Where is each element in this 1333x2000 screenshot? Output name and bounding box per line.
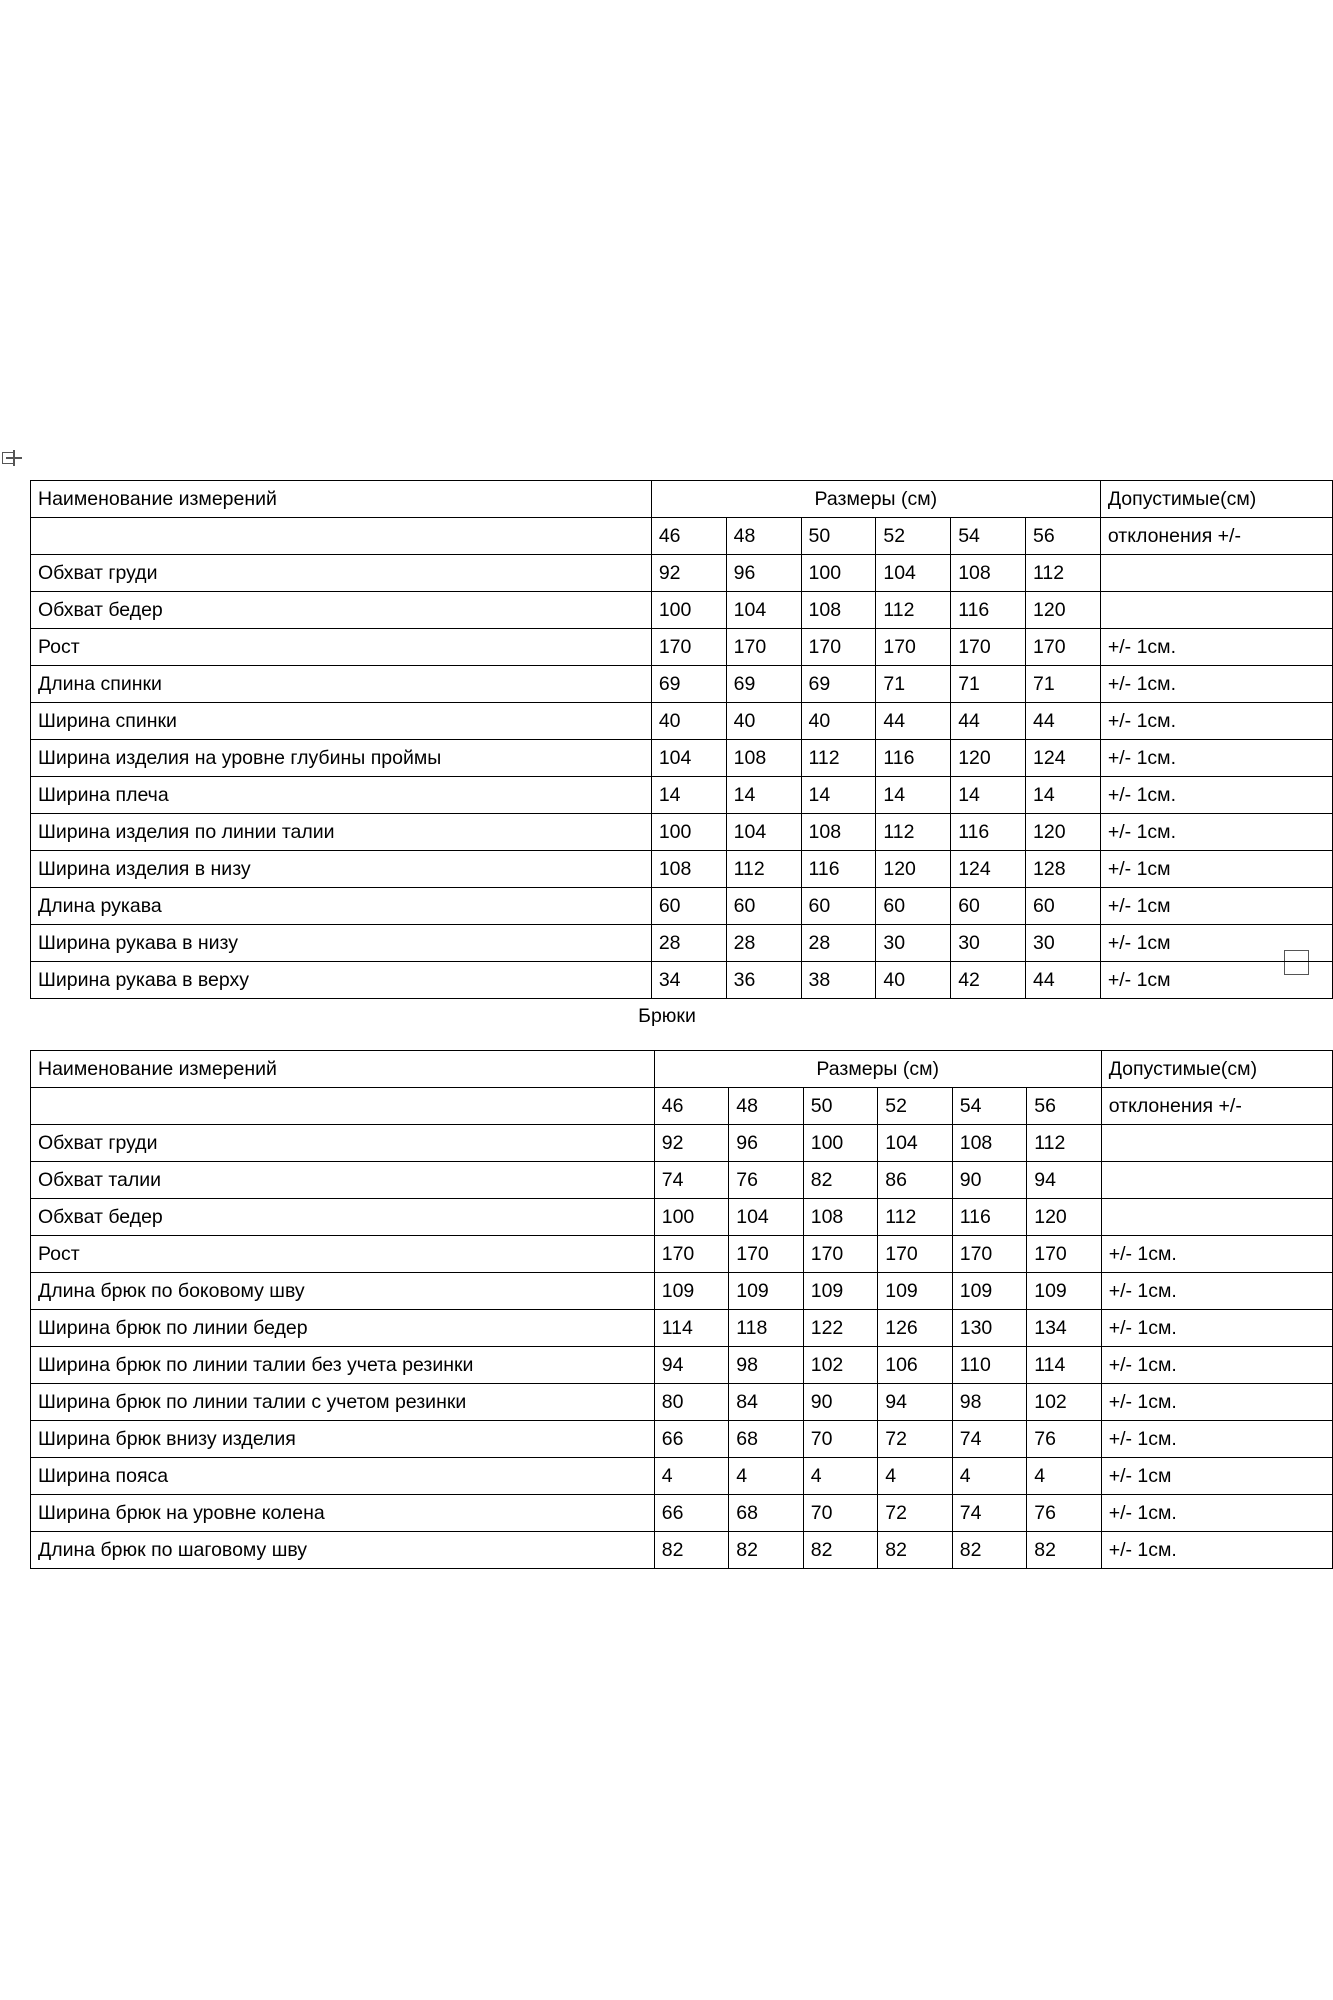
cell-size-value-4: 4 [952, 1458, 1027, 1495]
cell-size-value-0: 100 [651, 814, 726, 851]
table-header-row-1 [31, 1051, 1333, 1088]
cell-size-value-2: 122 [803, 1310, 878, 1347]
size-header-0: 46 [654, 1088, 729, 1125]
cell-size-value-3: 112 [876, 814, 951, 851]
cell-measurement-name: Ширина рукава в верху [31, 962, 652, 999]
cell-size-value-0: 4 [654, 1458, 729, 1495]
cell-size-value-1: 104 [726, 592, 801, 629]
cell-measurement-name: Ширина пояса [31, 1458, 655, 1495]
cell-size-value-2: 100 [801, 555, 876, 592]
table-row [31, 1125, 1333, 1162]
cell-size-value-4: 124 [951, 851, 1026, 888]
header-measurement-name: Наименование измерений [31, 1051, 655, 1088]
table-row [31, 555, 1333, 592]
table-row [31, 740, 1333, 777]
cell-deviation [1100, 555, 1332, 592]
cell-size-value-4: 30 [951, 925, 1026, 962]
table-row [31, 925, 1333, 962]
size-header-1: 48 [729, 1088, 804, 1125]
cell-deviation: +/- 1см [1100, 851, 1332, 888]
cell-measurement-name: Ширина плеча [31, 777, 652, 814]
cell-size-value-5: 44 [1026, 703, 1101, 740]
cell-measurement-name: Обхват талии [31, 1162, 655, 1199]
cell-size-value-2: 28 [801, 925, 876, 962]
cell-deviation: +/- 1см. [1100, 703, 1332, 740]
cell-size-value-1: 96 [729, 1125, 804, 1162]
cell-measurement-name: Ширина изделия по линии талии [31, 814, 652, 851]
table-row [31, 1162, 1333, 1199]
cell-size-value-1: 170 [726, 629, 801, 666]
cell-size-value-1: 84 [729, 1384, 804, 1421]
cell-measurement-name: Ширина брюк внизу изделия [31, 1421, 655, 1458]
cell-deviation [1101, 1162, 1332, 1199]
cell-size-value-2: 14 [801, 777, 876, 814]
cell-deviation: +/- 1см [1101, 1458, 1332, 1495]
header-deviation-line2: отклонения +/- [1101, 1088, 1332, 1125]
cell-size-value-5: 109 [1027, 1273, 1102, 1310]
size-header-5: 56 [1027, 1088, 1102, 1125]
cell-size-value-1: 60 [726, 888, 801, 925]
cell-size-value-0: 94 [654, 1347, 729, 1384]
cell-size-value-0: 92 [651, 555, 726, 592]
cell-size-value-3: 44 [876, 703, 951, 740]
cell-size-value-4: 82 [952, 1532, 1027, 1569]
cell-size-value-4: 71 [951, 666, 1026, 703]
cell-size-value-0: 100 [651, 592, 726, 629]
cell-size-value-1: 98 [729, 1347, 804, 1384]
cell-size-value-3: 60 [876, 888, 951, 925]
cell-size-value-2: 40 [801, 703, 876, 740]
cell-size-value-0: 40 [651, 703, 726, 740]
cell-size-value-3: 94 [878, 1384, 953, 1421]
table-row [31, 1421, 1333, 1458]
cell-size-value-0: 80 [654, 1384, 729, 1421]
cell-deviation: +/- 1см. [1100, 666, 1332, 703]
cell-size-value-5: 170 [1026, 629, 1101, 666]
cell-deviation: +/- 1см. [1101, 1421, 1332, 1458]
cell-deviation: +/- 1см [1100, 962, 1332, 999]
cell-size-value-5: 120 [1026, 592, 1101, 629]
table-row [31, 1199, 1333, 1236]
size-header-5: 56 [1026, 518, 1101, 555]
cell-size-value-0: 109 [654, 1273, 729, 1310]
table-row [31, 1347, 1333, 1384]
cell-size-value-1: 36 [726, 962, 801, 999]
cell-size-value-2: 82 [803, 1162, 878, 1199]
cell-size-value-4: 74 [952, 1421, 1027, 1458]
cell-measurement-name: Длина рукава [31, 888, 652, 925]
cell-size-value-2: 90 [803, 1384, 878, 1421]
cell-size-value-2: 109 [803, 1273, 878, 1310]
cell-measurement-name: Ширина брюк по линии бедер [31, 1310, 655, 1347]
cell-deviation: +/- 1см. [1101, 1310, 1332, 1347]
cell-size-value-4: 98 [952, 1384, 1027, 1421]
cell-size-value-5: 170 [1027, 1236, 1102, 1273]
cell-measurement-name: Обхват груди [31, 555, 652, 592]
table-row [31, 888, 1333, 925]
cell-size-value-2: 100 [803, 1125, 878, 1162]
cell-size-value-3: 4 [878, 1458, 953, 1495]
size-header-4: 54 [952, 1088, 1027, 1125]
header-measurement-name-cont [31, 1088, 655, 1125]
cell-size-value-5: 71 [1026, 666, 1101, 703]
cell-size-value-5: 94 [1027, 1162, 1102, 1199]
cell-size-value-2: 108 [801, 592, 876, 629]
cell-size-value-4: 170 [952, 1236, 1027, 1273]
cell-size-value-2: 116 [801, 851, 876, 888]
cell-size-value-3: 104 [878, 1125, 953, 1162]
cell-size-value-1: 104 [726, 814, 801, 851]
cell-size-value-4: 74 [952, 1495, 1027, 1532]
cell-deviation: +/- 1см. [1100, 740, 1332, 777]
cell-size-value-1: 109 [729, 1273, 804, 1310]
cell-deviation [1100, 592, 1332, 629]
cell-size-value-0: 60 [651, 888, 726, 925]
cell-size-value-4: 60 [951, 888, 1026, 925]
cell-size-value-0: 170 [651, 629, 726, 666]
cell-size-value-5: 82 [1027, 1532, 1102, 1569]
cell-size-value-5: 30 [1026, 925, 1101, 962]
cell-size-value-1: 76 [729, 1162, 804, 1199]
table-row [31, 1532, 1333, 1569]
header-sizes: Размеры (см) [654, 1051, 1101, 1088]
cell-deviation: +/- 1см [1100, 888, 1332, 925]
cell-size-value-1: 82 [729, 1532, 804, 1569]
cell-deviation: +/- 1см. [1100, 777, 1332, 814]
table-row [31, 703, 1333, 740]
cell-deviation [1101, 1199, 1332, 1236]
cell-size-value-0: 170 [654, 1236, 729, 1273]
table-row [31, 814, 1333, 851]
cell-measurement-name: Обхват бедер [31, 592, 652, 629]
cell-size-value-5: 112 [1027, 1125, 1102, 1162]
cell-size-value-5: 134 [1027, 1310, 1102, 1347]
cell-size-value-5: 44 [1026, 962, 1101, 999]
cell-size-value-2: 170 [803, 1236, 878, 1273]
cell-size-value-1: 104 [729, 1199, 804, 1236]
cell-size-value-4: 108 [951, 555, 1026, 592]
table-header-row-2 [31, 1088, 1333, 1125]
cell-size-value-2: 170 [801, 629, 876, 666]
cell-size-value-5: 120 [1026, 814, 1101, 851]
cell-size-value-3: 72 [878, 1421, 953, 1458]
cell-size-value-3: 30 [876, 925, 951, 962]
cell-measurement-name: Ширина брюк по линии талии с учетом резинки [31, 1384, 655, 1421]
size-header-3: 52 [876, 518, 951, 555]
cell-size-value-1: 40 [726, 703, 801, 740]
cell-size-value-3: 40 [876, 962, 951, 999]
cell-size-value-4: 108 [952, 1125, 1027, 1162]
cell-size-value-5: 60 [1026, 888, 1101, 925]
size-header-1: 48 [726, 518, 801, 555]
table-row [31, 666, 1333, 703]
cell-size-value-4: 42 [951, 962, 1026, 999]
cell-size-value-2: 70 [803, 1421, 878, 1458]
cell-measurement-name: Ширина спинки [31, 703, 652, 740]
cell-deviation: +/- 1см. [1101, 1273, 1332, 1310]
cell-size-value-1: 68 [729, 1421, 804, 1458]
cell-size-value-3: 106 [878, 1347, 953, 1384]
table-row [31, 629, 1333, 666]
table-row [31, 1273, 1333, 1310]
cell-size-value-1: 118 [729, 1310, 804, 1347]
size-header-4: 54 [951, 518, 1026, 555]
cell-deviation: +/- 1см. [1101, 1532, 1332, 1569]
cell-size-value-1: 170 [729, 1236, 804, 1273]
table-header-row-1 [31, 481, 1333, 518]
cell-measurement-name: Длина брюк по боковому шву [31, 1273, 655, 1310]
cell-measurement-name: Рост [31, 1236, 655, 1273]
cell-size-value-4: 116 [951, 814, 1026, 851]
cell-deviation: +/- 1см. [1100, 629, 1332, 666]
cell-size-value-0: 28 [651, 925, 726, 962]
cell-size-value-2: 112 [801, 740, 876, 777]
cell-deviation: +/- 1см. [1101, 1347, 1332, 1384]
cell-size-value-2: 60 [801, 888, 876, 925]
table-row [31, 1495, 1333, 1532]
measurements-table-top [30, 480, 1333, 999]
header-measurement-name-cont [31, 518, 652, 555]
cell-size-value-5: 128 [1026, 851, 1101, 888]
cell-size-value-4: 109 [952, 1273, 1027, 1310]
cell-size-value-2: 108 [803, 1199, 878, 1236]
table-top-body [31, 481, 1333, 999]
size-header-2: 50 [803, 1088, 878, 1125]
header-deviation-line1: Допустимые(см) [1100, 481, 1332, 518]
cell-size-value-4: 116 [952, 1199, 1027, 1236]
cell-size-value-1: 4 [729, 1458, 804, 1495]
cell-size-value-2: 4 [803, 1458, 878, 1495]
cell-size-value-4: 120 [951, 740, 1026, 777]
cell-size-value-3: 71 [876, 666, 951, 703]
cell-size-value-2: 69 [801, 666, 876, 703]
table-row [31, 1458, 1333, 1495]
size-header-0: 46 [651, 518, 726, 555]
measurements-table-top-wrapper [30, 480, 1333, 999]
cell-measurement-name: Ширина изделия в низу [31, 851, 652, 888]
table-row [31, 962, 1333, 999]
cell-deviation: +/- 1см. [1100, 814, 1332, 851]
cell-size-value-3: 86 [878, 1162, 953, 1199]
cell-size-value-2: 70 [803, 1495, 878, 1532]
cell-size-value-3: 72 [878, 1495, 953, 1532]
cell-size-value-5: 120 [1027, 1199, 1102, 1236]
section-title-trousers: Брюки [638, 1005, 696, 1027]
table-row [31, 1310, 1333, 1347]
cell-size-value-4: 44 [951, 703, 1026, 740]
cell-size-value-0: 66 [654, 1421, 729, 1458]
table-row [31, 851, 1333, 888]
cell-size-value-1: 96 [726, 555, 801, 592]
cell-measurement-name: Обхват груди [31, 1125, 655, 1162]
cell-measurement-name: Ширина брюк по линии талии без учета резинки [31, 1347, 655, 1384]
cell-size-value-5: 124 [1026, 740, 1101, 777]
cell-size-value-5: 4 [1027, 1458, 1102, 1495]
cell-size-value-5: 76 [1027, 1495, 1102, 1532]
cell-measurement-name: Длина спинки [31, 666, 652, 703]
cell-size-value-5: 76 [1027, 1421, 1102, 1458]
table-header-row-2 [31, 518, 1333, 555]
cell-size-value-0: 66 [654, 1495, 729, 1532]
cell-size-value-2: 38 [801, 962, 876, 999]
cell-size-value-0: 114 [654, 1310, 729, 1347]
cell-size-value-0: 100 [654, 1199, 729, 1236]
cell-size-value-5: 102 [1027, 1384, 1102, 1421]
size-header-3: 52 [878, 1088, 953, 1125]
cell-size-value-0: 14 [651, 777, 726, 814]
cell-size-value-2: 108 [801, 814, 876, 851]
crop-mark-icon [6, 450, 22, 466]
measurements-table-bottom [30, 1050, 1333, 1569]
cell-measurement-name: Ширина изделия на уровне глубины проймы [31, 740, 652, 777]
cell-measurement-name: Рост [31, 629, 652, 666]
cell-size-value-4: 116 [951, 592, 1026, 629]
cell-measurement-name: Обхват бедер [31, 1199, 655, 1236]
cell-size-value-3: 120 [876, 851, 951, 888]
cell-size-value-1: 112 [726, 851, 801, 888]
cell-size-value-1: 68 [729, 1495, 804, 1532]
cell-size-value-3: 126 [878, 1310, 953, 1347]
header-deviation-line1: Допустимые(см) [1101, 1051, 1332, 1088]
cell-size-value-2: 82 [803, 1532, 878, 1569]
header-measurement-name: Наименование измерений [31, 481, 652, 518]
cell-size-value-0: 108 [651, 851, 726, 888]
cell-size-value-4: 14 [951, 777, 1026, 814]
cell-size-value-4: 90 [952, 1162, 1027, 1199]
header-deviation-line2: отклонения +/- [1100, 518, 1332, 555]
cell-size-value-5: 112 [1026, 555, 1101, 592]
cell-size-value-3: 170 [878, 1236, 953, 1273]
cell-size-value-1: 14 [726, 777, 801, 814]
cell-deviation [1101, 1125, 1332, 1162]
cell-size-value-5: 14 [1026, 777, 1101, 814]
table-bottom-body [31, 1051, 1333, 1569]
cell-measurement-name: Ширина рукава в низу [31, 925, 652, 962]
cell-size-value-3: 14 [876, 777, 951, 814]
table-row [31, 1384, 1333, 1421]
cell-size-value-1: 69 [726, 666, 801, 703]
cell-measurement-name: Ширина брюк на уровне колена [31, 1495, 655, 1532]
table-row [31, 592, 1333, 629]
cell-size-value-4: 130 [952, 1310, 1027, 1347]
cell-size-value-1: 108 [726, 740, 801, 777]
cell-deviation: +/- 1см. [1101, 1384, 1332, 1421]
cell-size-value-5: 114 [1027, 1347, 1102, 1384]
cell-deviation: +/- 1см. [1101, 1236, 1332, 1273]
cell-size-value-4: 110 [952, 1347, 1027, 1384]
table-row [31, 777, 1333, 814]
cell-size-value-3: 82 [878, 1532, 953, 1569]
cell-size-value-3: 104 [876, 555, 951, 592]
cell-size-value-4: 170 [951, 629, 1026, 666]
cell-size-value-1: 28 [726, 925, 801, 962]
cell-size-value-0: 34 [651, 962, 726, 999]
cell-size-value-0: 69 [651, 666, 726, 703]
header-sizes: Размеры (см) [651, 481, 1100, 518]
cell-size-value-3: 170 [876, 629, 951, 666]
cell-size-value-0: 92 [654, 1125, 729, 1162]
cell-deviation: +/- 1см. [1101, 1495, 1332, 1532]
cell-measurement-name: Длина брюк по шаговому шву [31, 1532, 655, 1569]
measurements-table-bottom-wrapper [30, 1050, 1333, 1569]
cell-size-value-3: 109 [878, 1273, 953, 1310]
cell-deviation: +/- 1см [1100, 925, 1332, 962]
size-header-2: 50 [801, 518, 876, 555]
cell-size-value-3: 112 [878, 1199, 953, 1236]
cell-size-value-3: 112 [876, 592, 951, 629]
cell-size-value-3: 116 [876, 740, 951, 777]
cell-size-value-2: 102 [803, 1347, 878, 1384]
table-row [31, 1236, 1333, 1273]
cell-size-value-0: 74 [654, 1162, 729, 1199]
cell-size-value-0: 104 [651, 740, 726, 777]
cell-size-value-0: 82 [654, 1532, 729, 1569]
